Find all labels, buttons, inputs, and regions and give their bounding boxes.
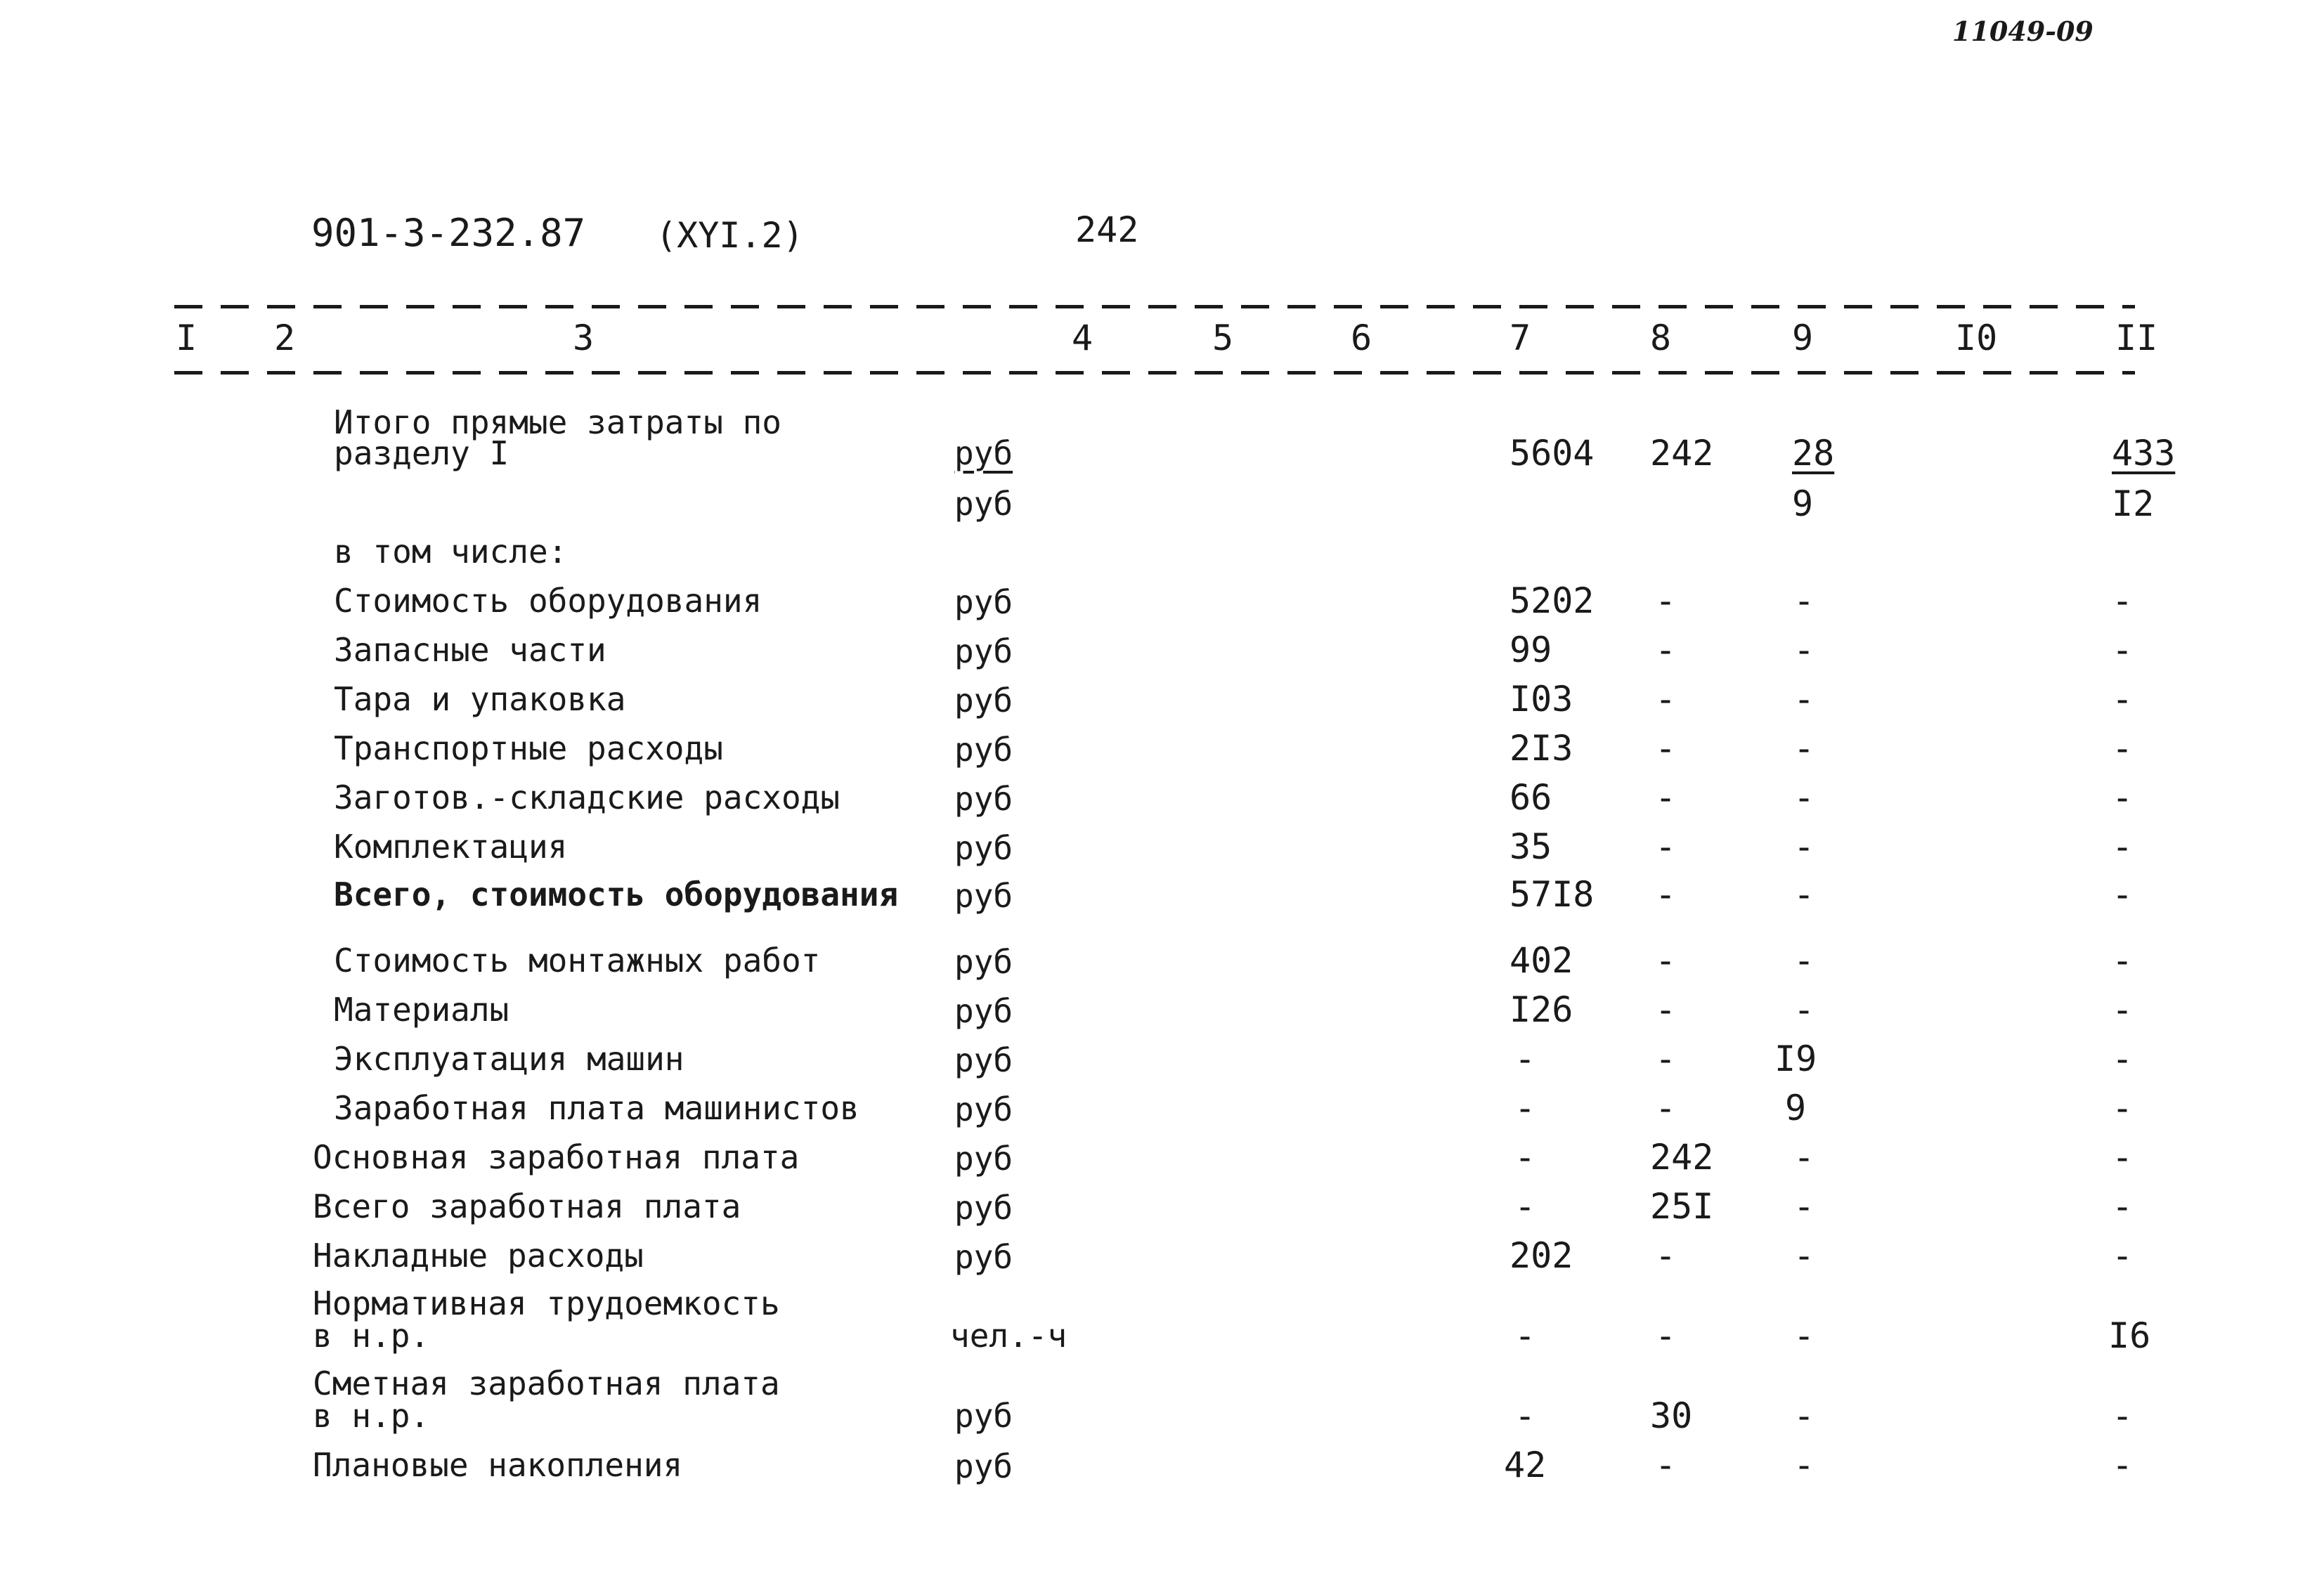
cell-col11: - bbox=[2112, 679, 2134, 719]
column-header: 4 bbox=[1072, 318, 1093, 358]
row-unit: руб bbox=[954, 485, 1013, 523]
row-unit: руб bbox=[954, 943, 1013, 981]
cell-col11: - bbox=[2112, 777, 2134, 818]
cell-col7: 99 bbox=[1510, 630, 1552, 670]
cell-col11: - bbox=[2112, 1395, 2134, 1436]
cell-col9: - bbox=[1793, 1395, 1815, 1436]
column-header: 8 bbox=[1650, 318, 1672, 358]
cell-col8: - bbox=[1655, 940, 1677, 981]
cell-col9: - bbox=[1793, 1137, 1815, 1178]
cell-col11: - bbox=[2112, 580, 2134, 621]
cell-col9: - bbox=[1793, 728, 1815, 769]
cell-col7: 57I8 bbox=[1510, 874, 1595, 915]
row-unit: руб bbox=[954, 583, 1013, 621]
row-label: в том числе: bbox=[334, 533, 568, 571]
row-unit: руб bbox=[954, 877, 1013, 915]
cell-col8: 30 bbox=[1650, 1395, 1693, 1436]
cell-col9: 28 bbox=[1792, 433, 1835, 474]
cell-col7: 202 bbox=[1510, 1235, 1573, 1276]
row-label: Заработная плата машинистов bbox=[334, 1089, 859, 1127]
row-label: Сметная заработная плата bbox=[313, 1365, 780, 1402]
cell-col11: - bbox=[2112, 1038, 2134, 1079]
column-header: I bbox=[176, 318, 197, 358]
cell-col9: - bbox=[1793, 580, 1815, 621]
row-label: Эксплуатация машин bbox=[334, 1040, 684, 1078]
cell-col11: - bbox=[2112, 630, 2134, 670]
cell-col7: - bbox=[1514, 1038, 1536, 1079]
cell-col11: - bbox=[2112, 1445, 2134, 1485]
column-header: 2 bbox=[274, 318, 296, 358]
cell-col7: I26 bbox=[1510, 989, 1573, 1030]
cell-col8: - bbox=[1655, 630, 1677, 670]
row-unit: руб bbox=[954, 780, 1013, 818]
cell-col7: - bbox=[1514, 1088, 1536, 1128]
row-label: Стоимость монтажных работ bbox=[334, 942, 821, 979]
row-unit: руб bbox=[954, 829, 1013, 867]
cell-col9: - bbox=[1793, 826, 1815, 867]
row-label: Всего заработная плата bbox=[313, 1187, 741, 1225]
cell-col7: - bbox=[1514, 1395, 1536, 1436]
cell-col11: - bbox=[2112, 874, 2134, 915]
cell-col7: 5604 bbox=[1510, 433, 1595, 474]
cell-col8: 25I bbox=[1650, 1186, 1714, 1227]
cell-col9: - bbox=[1793, 940, 1815, 981]
row-label: Основная заработная плата bbox=[313, 1138, 800, 1176]
row-label: Нормативная трудоемкость bbox=[313, 1284, 780, 1322]
document-number: 901-3-232.87 bbox=[311, 211, 586, 255]
cell-col9: - bbox=[1793, 1315, 1815, 1356]
row-label: Итого прямые затраты по bbox=[334, 403, 781, 441]
archive-stamp: 11049-09 bbox=[1952, 15, 2093, 47]
row-unit: чел.-ч bbox=[950, 1317, 1067, 1355]
cell-col9: - bbox=[1793, 679, 1815, 719]
row-unit: руб bbox=[954, 682, 1013, 719]
row-label: Стоимость оборудования bbox=[334, 582, 762, 620]
table-header-rule bbox=[174, 371, 2135, 375]
cell-col9: - bbox=[1793, 989, 1815, 1030]
row-unit: руб bbox=[954, 1447, 1013, 1485]
cell-col8: - bbox=[1655, 1315, 1677, 1356]
row-unit: руб bbox=[954, 632, 1013, 670]
row-label: Тара и упаковка bbox=[334, 680, 626, 718]
row-unit: руб bbox=[954, 992, 1013, 1030]
cell-col11: - bbox=[2112, 1235, 2134, 1276]
column-header: I0 bbox=[1955, 318, 1998, 358]
row-label: Плановые накопления bbox=[313, 1446, 683, 1484]
cell-col11: - bbox=[2112, 1088, 2134, 1128]
row-label: Материалы bbox=[334, 991, 509, 1029]
cell-col8: - bbox=[1655, 1445, 1677, 1485]
cell-col7: 42 bbox=[1504, 1445, 1547, 1485]
cell-col7: I03 bbox=[1510, 679, 1573, 719]
cell-col8: - bbox=[1655, 777, 1677, 818]
row-label-continued: в н.р. bbox=[313, 1317, 430, 1355]
row-unit: руб bbox=[954, 1189, 1013, 1227]
cell-col9: I9 bbox=[1774, 1038, 1817, 1079]
cell-col8: - bbox=[1655, 1038, 1677, 1079]
cell-col7: 402 bbox=[1510, 940, 1573, 981]
cell-col8: - bbox=[1655, 728, 1677, 769]
cell-col8: 242 bbox=[1650, 1137, 1714, 1178]
cell-col8: - bbox=[1655, 989, 1677, 1030]
cell-col8: - bbox=[1655, 1088, 1677, 1128]
column-header: 7 bbox=[1510, 318, 1531, 358]
cell-col8: - bbox=[1655, 826, 1677, 867]
cell-col11: - bbox=[2112, 989, 2134, 1030]
row-label-continued: в н.р. bbox=[313, 1397, 430, 1435]
cell-col7: - bbox=[1514, 1315, 1536, 1356]
column-header: 6 bbox=[1351, 318, 1372, 358]
column-header: 3 bbox=[573, 318, 595, 358]
cell-col7: 35 bbox=[1510, 826, 1552, 867]
row-unit: руб bbox=[954, 1397, 1013, 1435]
row-label: Накладные расходы bbox=[313, 1237, 644, 1275]
column-header: 5 bbox=[1212, 318, 1234, 358]
cell-col7: 66 bbox=[1510, 777, 1552, 818]
document-section: (XYI.2) bbox=[656, 215, 804, 256]
column-header: II bbox=[2115, 318, 2158, 358]
cell-col9: 9 bbox=[1785, 1088, 1807, 1128]
cell-col11: - bbox=[2112, 1186, 2134, 1227]
row-unit: руб bbox=[954, 1140, 1013, 1178]
cell-col7: 5202 bbox=[1510, 580, 1595, 621]
cell-col9: - bbox=[1793, 777, 1815, 818]
cell-col8: - bbox=[1655, 679, 1677, 719]
row-unit: руб bbox=[954, 1041, 1013, 1079]
cell-col7: 2I3 bbox=[1510, 728, 1573, 769]
cell-col11: - bbox=[2112, 826, 2134, 867]
row-label: Всего, стоимость оборудования bbox=[334, 875, 899, 913]
row-unit: руб bbox=[954, 1090, 1013, 1128]
cell-col9: - bbox=[1793, 1445, 1815, 1485]
row-unit: руб bbox=[954, 731, 1013, 769]
cell-col9: 9 bbox=[1792, 483, 1814, 524]
column-header: 9 bbox=[1792, 318, 1814, 358]
cell-col8: - bbox=[1655, 1235, 1677, 1276]
cell-col9: - bbox=[1793, 630, 1815, 670]
cell-col7: - bbox=[1514, 1186, 1536, 1227]
cell-col9: - bbox=[1793, 874, 1815, 915]
row-label: Запасные части bbox=[334, 631, 606, 669]
row-label-continued: разделу I bbox=[334, 434, 509, 472]
row-unit: руб bbox=[954, 434, 1013, 472]
page-number: 242 bbox=[1075, 209, 1139, 250]
cell-col7: - bbox=[1514, 1137, 1536, 1178]
cell-col11: I2 bbox=[2112, 483, 2155, 524]
cell-col11: 433 bbox=[2112, 433, 2176, 474]
cell-col8: - bbox=[1655, 580, 1677, 621]
cell-col8: - bbox=[1655, 874, 1677, 915]
cell-col11: - bbox=[2112, 1137, 2134, 1178]
row-label: Транспортные расходы bbox=[334, 729, 723, 767]
cell-col8: 242 bbox=[1650, 433, 1714, 474]
cell-col9: - bbox=[1793, 1235, 1815, 1276]
table-top-rule bbox=[174, 305, 2135, 308]
cell-col9: - bbox=[1793, 1186, 1815, 1227]
cell-col11: - bbox=[2112, 940, 2134, 981]
cell-col11: I6 bbox=[2108, 1315, 2151, 1356]
cell-col11: - bbox=[2112, 728, 2134, 769]
row-label: Комплектация bbox=[334, 828, 568, 866]
row-unit: руб bbox=[954, 1238, 1013, 1276]
row-label: Заготов.-складские расходы bbox=[334, 779, 840, 816]
